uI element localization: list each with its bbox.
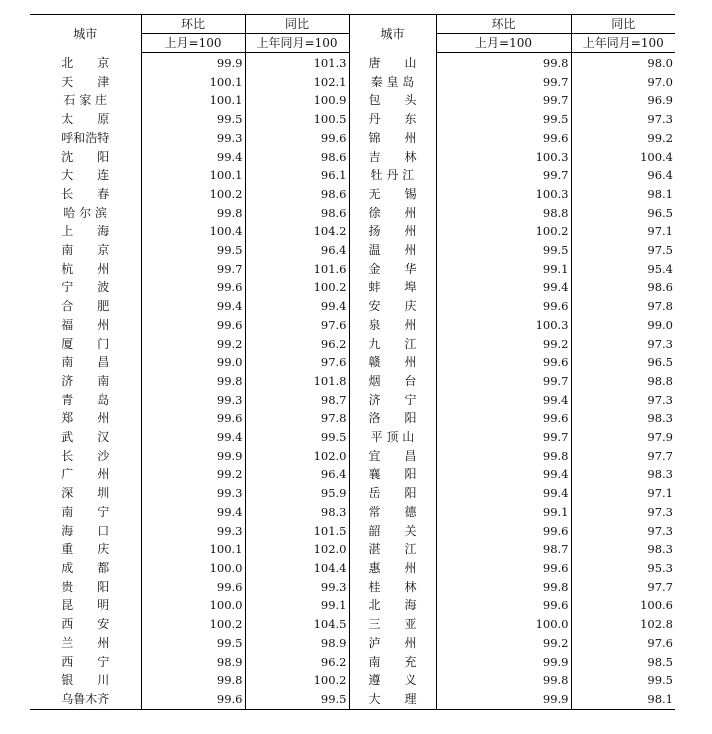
- city-name: 蚌 埠: [349, 278, 436, 297]
- city-name: 兰 州: [61, 635, 110, 650]
- mom-index-value: 99.4: [141, 148, 245, 167]
- city-name: 襄 阳: [349, 465, 436, 484]
- city-name: 深 圳: [61, 486, 110, 501]
- city-name: 沈 阳: [61, 149, 110, 164]
- yoy-index-value: 99.4: [245, 297, 349, 316]
- yoy-index-value: 97.7: [571, 578, 675, 597]
- yoy-index-value: 98.6: [245, 148, 349, 167]
- yoy-index-value: 100.2: [245, 671, 349, 690]
- yoy-index-value: 100.9: [245, 91, 349, 110]
- table-row: [30, 465, 675, 484]
- yoy-base-label: 上年同月=100: [245, 34, 349, 53]
- table-row: [30, 73, 675, 92]
- city-column-header-right: 城市: [349, 15, 436, 53]
- city-name: 石 家 庄: [63, 93, 108, 108]
- city-name: 泸 州: [349, 634, 436, 653]
- city-name: 无 锡: [349, 185, 436, 204]
- yoy-index-value: 104.4: [245, 559, 349, 578]
- yoy-index-value: 97.6: [245, 316, 349, 335]
- yoy-index-value: 99.0: [571, 316, 675, 335]
- city-name: 扬 州: [349, 222, 436, 241]
- yoy-index-value: 96.5: [571, 353, 675, 372]
- yoy-index-value: 101.8: [245, 372, 349, 391]
- table-row: [30, 260, 675, 279]
- header-row-top: [30, 15, 675, 34]
- table-row: [30, 522, 675, 541]
- yoy-index-value: 99.5: [245, 428, 349, 447]
- city-name: 安 庆: [349, 297, 436, 316]
- city-name: 宁 波: [61, 280, 110, 295]
- mom-index-value: 99.6: [436, 522, 571, 541]
- city-name: 郑 州: [61, 411, 110, 426]
- city-name: 牡 丹 江: [349, 166, 436, 185]
- yoy-index-value: 97.3: [571, 503, 675, 522]
- yoy-index-value: 95.3: [571, 559, 675, 578]
- city-name: 锦 州: [349, 129, 436, 148]
- city-name: 海 口: [61, 523, 110, 538]
- city-name: 洛 阳: [349, 409, 436, 428]
- table-row: [30, 148, 675, 167]
- mom-index-value: 99.6: [436, 559, 571, 578]
- yoy-index-value: 101.5: [245, 522, 349, 541]
- yoy-index-value: 97.3: [571, 522, 675, 541]
- yoy-index-value: 99.6: [245, 129, 349, 148]
- city-name: 北 海: [349, 596, 436, 615]
- table-body: [30, 53, 675, 710]
- city-name: 北 京: [61, 55, 110, 70]
- yoy-index-value: 98.6: [571, 278, 675, 297]
- yoy-index-value: 97.0: [571, 73, 675, 92]
- yoy-index-value: 95.4: [571, 260, 675, 279]
- city-name: 吉 林: [349, 148, 436, 167]
- city-name: 遵 义: [349, 671, 436, 690]
- city-name: 济 宁: [349, 391, 436, 410]
- yoy-index-value: 100.4: [571, 148, 675, 167]
- yoy-index-value: 102.0: [245, 447, 349, 466]
- yoy-index-value: 101.6: [245, 260, 349, 279]
- mom-index-value: 99.1: [436, 260, 571, 279]
- yoy-index-value: 100.6: [571, 596, 675, 615]
- mom-index-value: 100.1: [141, 73, 245, 92]
- city-name: 呼和浩特: [61, 130, 110, 145]
- city-name: 唐 山: [349, 53, 436, 73]
- table-row: [30, 91, 675, 110]
- city-column-header: 城市: [30, 15, 141, 53]
- yoy-index-value: 99.1: [245, 596, 349, 615]
- mom-index-value: 100.2: [141, 615, 245, 634]
- mom-index-value: 99.6: [141, 578, 245, 597]
- mom-index-value: 99.4: [141, 503, 245, 522]
- city-name: 南 昌: [61, 355, 110, 370]
- city-name: 秦 皇 岛: [349, 73, 436, 92]
- city-name: 九 江: [349, 335, 436, 354]
- yoy-index-value: 100.2: [245, 278, 349, 297]
- yoy-index-value: 98.3: [571, 409, 675, 428]
- mom-index-value: 99.2: [141, 465, 245, 484]
- mom-index-value: 99.3: [141, 129, 245, 148]
- mom-index-value: 99.6: [141, 690, 245, 709]
- yoy-index-value: 97.3: [571, 391, 675, 410]
- yoy-index-value: 98.3: [245, 503, 349, 522]
- yoy-index-value: 97.1: [571, 484, 675, 503]
- city-name: 韶 关: [349, 522, 436, 541]
- yoy-index-value: 99.3: [245, 578, 349, 597]
- table-row: [30, 428, 675, 447]
- mom-index-value: 99.3: [141, 484, 245, 503]
- yoy-index-value: 98.0: [571, 53, 675, 73]
- yoy-index-value: 96.4: [245, 465, 349, 484]
- city-name: 贵 阳: [61, 579, 110, 594]
- city-name: 徐 州: [349, 204, 436, 223]
- city-name: 岳 阳: [349, 484, 436, 503]
- yoy-index-value: 102.8: [571, 615, 675, 634]
- city-name: 济 南: [61, 373, 110, 388]
- mom-index-value: 99.4: [436, 278, 571, 297]
- city-name: 武 汉: [61, 430, 110, 445]
- mom-index-value: 99.6: [141, 278, 245, 297]
- table-row: [30, 634, 675, 653]
- yoy-index-value: 97.3: [571, 110, 675, 129]
- city-name: 天 津: [61, 74, 110, 89]
- yoy-index-value: 97.3: [571, 335, 675, 354]
- mom-index-value: 99.8: [436, 578, 571, 597]
- city-name: 太 原: [61, 112, 110, 127]
- mom-index-value: 100.1: [141, 166, 245, 185]
- city-name: 惠 州: [349, 559, 436, 578]
- mom-index-value: 100.0: [141, 559, 245, 578]
- yoy-index-value: 99.5: [571, 671, 675, 690]
- table-row: [30, 671, 675, 690]
- yoy-index-value: 98.3: [571, 465, 675, 484]
- city-name: 宜 昌: [349, 447, 436, 466]
- table-row: [30, 409, 675, 428]
- yoy-index-value: 96.9: [571, 91, 675, 110]
- mom-index-value: 100.2: [436, 222, 571, 241]
- table-row: [30, 241, 675, 260]
- table-row: [30, 391, 675, 410]
- city-name: 银 川: [61, 673, 110, 688]
- price-index-table-container: [30, 14, 675, 710]
- mom-base-label: 上月=100: [141, 34, 245, 53]
- mom-index-value: 99.4: [141, 297, 245, 316]
- city-name: 乌鲁木齐: [30, 690, 141, 709]
- city-name: 南 充: [349, 653, 436, 672]
- price-index-table: [30, 14, 675, 710]
- mom-index-value: 98.8: [436, 204, 571, 223]
- city-name: 广 州: [61, 467, 110, 482]
- mom-index-value: 99.2: [141, 335, 245, 354]
- yoy-index-value: 99.2: [571, 129, 675, 148]
- yoy-index-value: 98.6: [245, 204, 349, 223]
- mom-index-value: 99.7: [436, 166, 571, 185]
- city-name: 温 州: [349, 241, 436, 260]
- city-name: 成 都: [61, 560, 110, 575]
- mom-index-value: 99.6: [141, 316, 245, 335]
- mom-index-value: 99.8: [141, 372, 245, 391]
- mom-index-value: 99.2: [436, 634, 571, 653]
- mom-index-value: 99.3: [141, 522, 245, 541]
- yoy-index-value: 96.2: [245, 335, 349, 354]
- yoy-column-header-right: 同比: [571, 15, 675, 34]
- yoy-index-value: 104.2: [245, 222, 349, 241]
- city-name: 平 顶 山: [349, 428, 436, 447]
- mom-index-value: 99.7: [436, 428, 571, 447]
- mom-index-value: 99.9: [436, 653, 571, 672]
- mom-index-value: 100.3: [436, 148, 571, 167]
- mom-index-value: 99.8: [141, 671, 245, 690]
- mom-index-value: 99.6: [436, 596, 571, 615]
- yoy-index-value: 100.5: [245, 110, 349, 129]
- table-row: [30, 297, 675, 316]
- table-row: [30, 335, 675, 354]
- city-name: 包 头: [349, 91, 436, 110]
- mom-index-value: 99.4: [141, 428, 245, 447]
- table-row: [30, 615, 675, 634]
- table-row: [30, 204, 675, 223]
- city-name: 常 德: [349, 503, 436, 522]
- yoy-index-value: 102.1: [245, 73, 349, 92]
- city-name: 桂 林: [349, 578, 436, 597]
- yoy-index-value: 98.3: [571, 540, 675, 559]
- mom-index-value: 99.2: [436, 335, 571, 354]
- table-row: [30, 278, 675, 297]
- mom-index-value: 99.8: [436, 447, 571, 466]
- table-row: [30, 578, 675, 597]
- mom-index-value: 99.4: [436, 484, 571, 503]
- yoy-index-value: 97.6: [571, 634, 675, 653]
- yoy-index-value: 96.5: [571, 204, 675, 223]
- mom-index-value: 99.1: [436, 503, 571, 522]
- mom-index-value: 100.1: [141, 540, 245, 559]
- mom-index-value: 99.6: [436, 129, 571, 148]
- table-row: [30, 447, 675, 466]
- table-row: [30, 484, 675, 503]
- yoy-index-value: 95.9: [245, 484, 349, 503]
- mom-index-value: 99.5: [436, 110, 571, 129]
- city-name: 哈 尔 滨: [63, 205, 108, 220]
- mom-index-value: 99.5: [141, 634, 245, 653]
- city-name: 南 宁: [61, 504, 110, 519]
- yoy-index-value: 96.2: [245, 653, 349, 672]
- mom-index-value: 99.6: [436, 297, 571, 316]
- yoy-index-value: 98.6: [245, 185, 349, 204]
- mom-index-value: 99.3: [141, 391, 245, 410]
- mom-index-value: 99.8: [436, 53, 571, 73]
- mom-index-value: 99.6: [436, 353, 571, 372]
- city-name: 赣 州: [349, 353, 436, 372]
- table-row: [30, 110, 675, 129]
- city-name: 西 安: [61, 617, 110, 632]
- mom-index-value: 99.5: [436, 241, 571, 260]
- city-name: 昆 明: [61, 598, 110, 613]
- mom-index-value: 99.6: [141, 409, 245, 428]
- mom-index-value: 99.7: [436, 73, 571, 92]
- yoy-index-value: 97.6: [245, 353, 349, 372]
- city-name: 青 岛: [61, 392, 110, 407]
- yoy-index-value: 97.9: [571, 428, 675, 447]
- mom-index-value: 99.9: [436, 690, 571, 709]
- yoy-base-label-right: 上年同月=100: [571, 34, 675, 53]
- city-name: 大 连: [61, 168, 110, 183]
- city-name: 三 亚: [349, 615, 436, 634]
- mom-index-value: 99.4: [436, 391, 571, 410]
- mom-index-value: 99.4: [436, 465, 571, 484]
- table-row: [30, 653, 675, 672]
- table-row: [30, 53, 675, 73]
- yoy-index-value: 98.7: [245, 391, 349, 410]
- table-row: [30, 166, 675, 185]
- yoy-index-value: 99.5: [245, 690, 349, 709]
- yoy-index-value: 96.4: [571, 166, 675, 185]
- city-name: 重 庆: [61, 542, 110, 557]
- yoy-index-value: 97.5: [571, 241, 675, 260]
- city-name: 泉 州: [349, 316, 436, 335]
- table-row: [30, 540, 675, 559]
- city-name: 西 宁: [61, 654, 110, 669]
- mom-index-value: 100.0: [141, 596, 245, 615]
- yoy-index-value: 96.1: [245, 166, 349, 185]
- city-name: 厦 门: [61, 336, 110, 351]
- mom-index-value: 99.8: [436, 671, 571, 690]
- yoy-index-value: 98.9: [245, 634, 349, 653]
- city-name: 烟 台: [349, 372, 436, 391]
- mom-index-value: 99.0: [141, 353, 245, 372]
- mom-index-value: 99.7: [436, 372, 571, 391]
- city-name: 合 肥: [61, 299, 110, 314]
- yoy-index-value: 97.8: [245, 409, 349, 428]
- yoy-index-value: 98.5: [571, 653, 675, 672]
- yoy-index-value: 97.1: [571, 222, 675, 241]
- mom-index-value: 100.0: [436, 615, 571, 634]
- city-name: 金 华: [349, 260, 436, 279]
- mom-index-value: 99.7: [436, 91, 571, 110]
- city-name: 长 春: [61, 186, 110, 201]
- city-name: 杭 州: [61, 261, 110, 276]
- city-name: 上 海: [61, 224, 110, 239]
- table-row: [30, 353, 675, 372]
- mom-base-label-right: 上月=100: [436, 34, 571, 53]
- mom-index-value: 100.3: [436, 185, 571, 204]
- mom-index-value: 100.3: [436, 316, 571, 335]
- mom-index-value: 99.5: [141, 110, 245, 129]
- mom-index-value: 99.6: [436, 409, 571, 428]
- yoy-index-value: 97.7: [571, 447, 675, 466]
- table-row: [30, 372, 675, 391]
- mom-index-value: 98.9: [141, 653, 245, 672]
- yoy-column-header: 同比: [245, 15, 349, 34]
- table-row: [30, 503, 675, 522]
- mom-column-header-right: 环比: [436, 15, 571, 34]
- yoy-index-value: 98.1: [571, 185, 675, 204]
- mom-index-value: 99.7: [141, 260, 245, 279]
- city-name: 福 州: [61, 317, 110, 332]
- mom-index-value: 100.2: [141, 185, 245, 204]
- mom-index-value: 100.4: [141, 222, 245, 241]
- table-row: [30, 690, 675, 709]
- yoy-index-value: 104.5: [245, 615, 349, 634]
- city-name: 长 沙: [61, 448, 110, 463]
- mom-index-value: 100.1: [141, 91, 245, 110]
- yoy-index-value: 97.8: [571, 297, 675, 316]
- city-name: 大 理: [349, 690, 436, 709]
- mom-index-value: 99.9: [141, 447, 245, 466]
- yoy-index-value: 102.0: [245, 540, 349, 559]
- mom-index-value: 99.9: [141, 53, 245, 73]
- mom-index-value: 99.5: [141, 241, 245, 260]
- table-row: [30, 129, 675, 148]
- yoy-index-value: 101.3: [245, 53, 349, 73]
- mom-index-value: 99.8: [141, 204, 245, 223]
- table-row: [30, 316, 675, 335]
- yoy-index-value: 96.4: [245, 241, 349, 260]
- city-name: 南 京: [61, 243, 110, 258]
- mom-column-header: 环比: [141, 15, 245, 34]
- table-row: [30, 559, 675, 578]
- table-row: [30, 185, 675, 204]
- yoy-index-value: 98.1: [571, 690, 675, 709]
- mom-index-value: 98.7: [436, 540, 571, 559]
- table-row: [30, 222, 675, 241]
- city-name: 丹 东: [349, 110, 436, 129]
- yoy-index-value: 98.8: [571, 372, 675, 391]
- city-name: 湛 江: [349, 540, 436, 559]
- table-row: [30, 596, 675, 615]
